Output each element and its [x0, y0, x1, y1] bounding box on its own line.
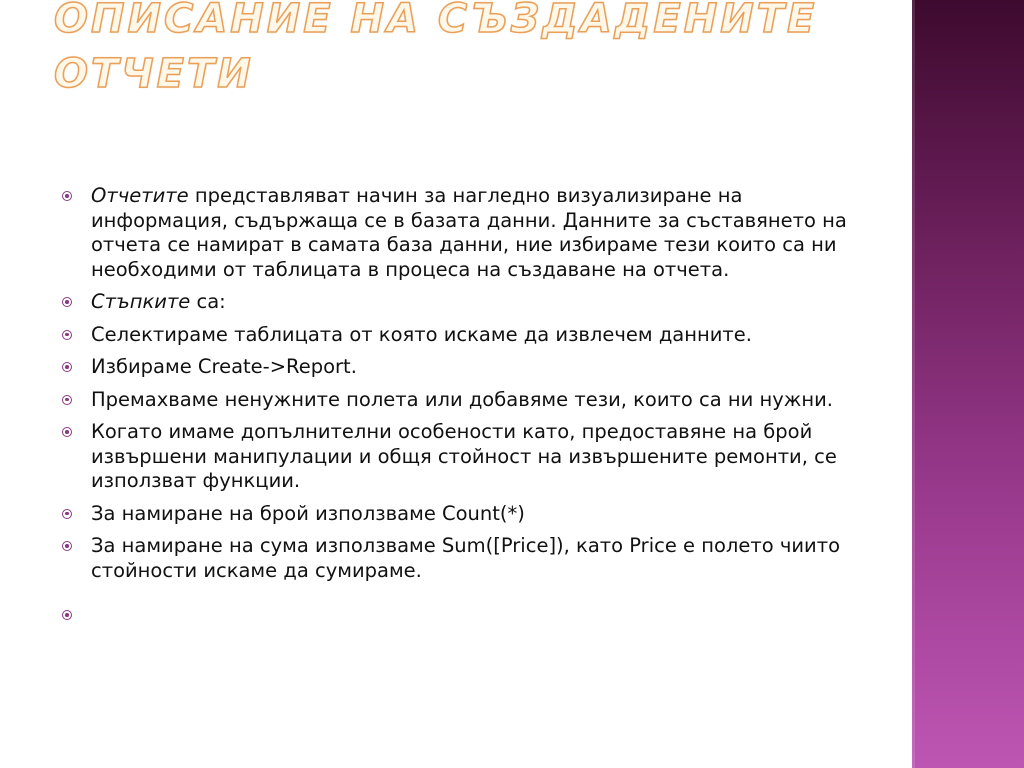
bullet-text: За намиране на брой използваме Count(*): [91, 501, 525, 525]
bullet-text: Премахваме ненужните полета или добавяме тези, които са ни нужни.: [91, 387, 833, 411]
bullet-item-remove-fields: [62, 388, 862, 413]
bullet-icon: [62, 509, 72, 519]
bullet-text: Селектираме таблицата от която искаме да извлечем данните.: [91, 322, 752, 346]
bullet-icon: [62, 395, 72, 405]
bullet-body: са:: [190, 290, 226, 313]
bullet-icon: [62, 330, 72, 340]
bullet-text: [91, 184, 862, 282]
bullet-item-sum: [62, 534, 862, 583]
bullet-icon: [62, 610, 72, 620]
bullet-item-count: [62, 502, 862, 527]
bullet-icon: [62, 362, 72, 372]
bullet-emphasis: Отчетите: [91, 184, 189, 207]
slide-title-line-2: ОТЧЕТИ: [54, 51, 254, 97]
bullet-icon: [62, 191, 72, 201]
bullet-item-empty: [62, 603, 862, 620]
bullet-text: Избираме Create->Report.: [91, 355, 357, 378]
bullet-item-select-table: [62, 323, 862, 348]
bullet-text: Когато имаме допълнителни особености като, предоставяне на брой извършени манипулации и общя стойност на извършените ремонти, се използват функции.: [91, 420, 837, 492]
bullet-body: представляват начин за нагледно визуализиране на информация, съдържаща се в базата данни. Данните за съставянето на отчета се намират в самата база данни, ние избираме тези които са ни необходими от таблицата в процеса на създаване на отчета.: [91, 184, 847, 281]
bullet-text: [91, 290, 226, 315]
bullet-list: [62, 184, 862, 628]
bullet-icon: [62, 427, 72, 437]
bullet-emphasis: Стъпките: [91, 290, 191, 313]
bullet-icon: [62, 297, 72, 307]
slide-title: [54, 0, 894, 102]
decorative-side-bar: [912, 0, 1024, 768]
bullet-icon: [62, 541, 72, 551]
bullet-text: За намиране на сума използваме Sum([Price]), като Price е полето чиито стойности искаме да сумираме.: [91, 534, 841, 582]
bullet-item-create-report: [62, 355, 862, 380]
bullet-item-steps: [62, 290, 862, 315]
bullet-item-reports: [62, 184, 862, 282]
bullet-item-functions: [62, 420, 862, 494]
slide-title-line-1: ОПИСАНИЕ НА СЪЗДАДЕНИТЕ: [54, 0, 818, 42]
